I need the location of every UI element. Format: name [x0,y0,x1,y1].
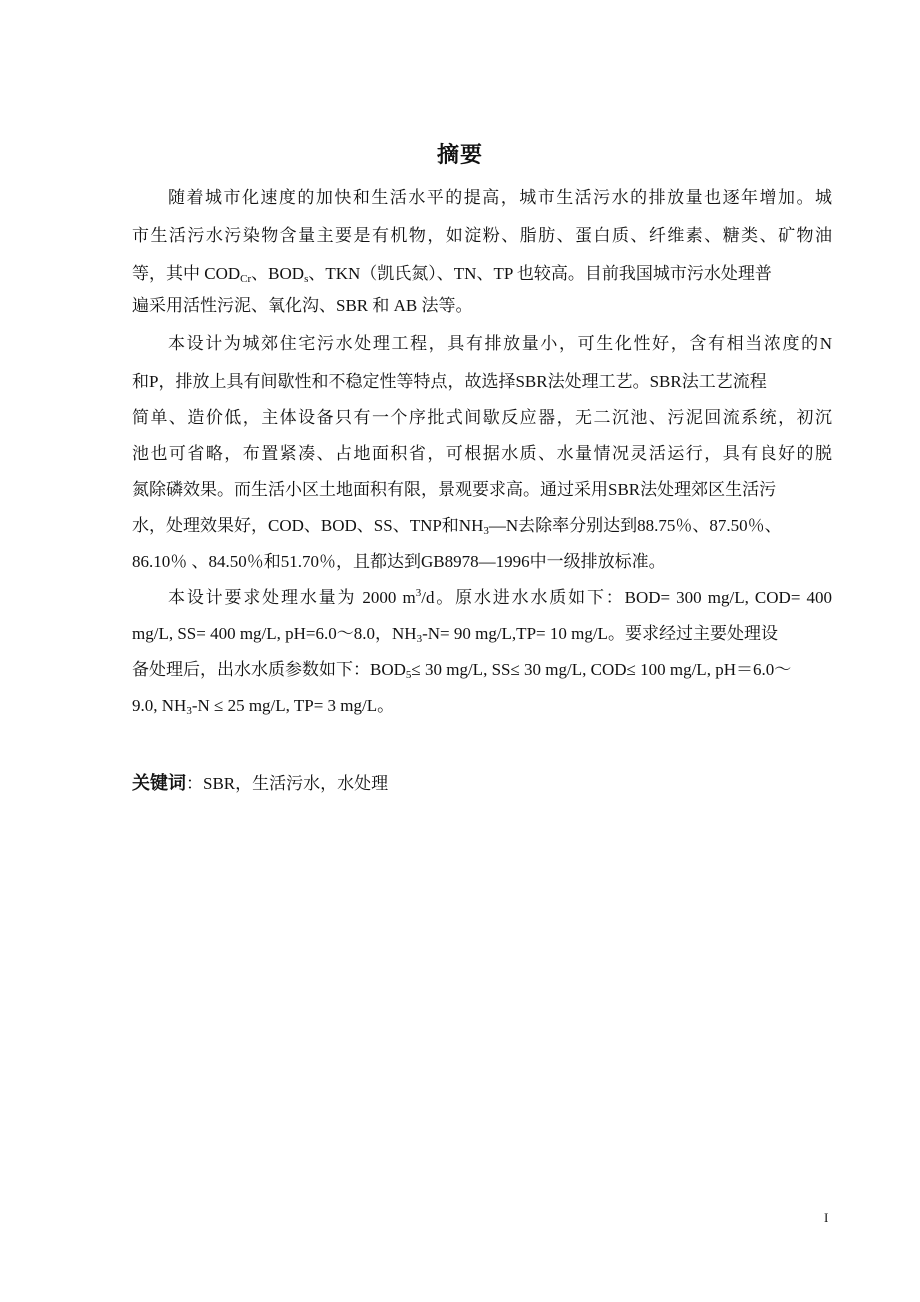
para2-line6: 水，处理效果好，COD、BOD、SS、TNP和$NH_3—N$去除率分别达到88.75％、87.50％、 [132,516,782,537]
para2-line3: 简单、造价低，主体设备只有一个序批式间歇反应器，无二沉池、污泥回流系统，初沉 [132,408,832,427]
para2-line1: 本设计为城郊住宅污水处理工程，具有排放量小，可生化性好，含有相当浓度的N [168,334,832,353]
para1-line4: 遍采用活性污泥、氧化沟、SBR 和 AB 法等。 [132,296,473,315]
keywords-label: 关键词 [132,773,186,794]
para3-line2: mg/L, SS= 400 mg/L, pH=6.0～8.0，$NH_3-N= 90$ mg/L,TP= 10 mg/L。要求经过主要处理设 [132,624,778,645]
para3-line1: 本设计要求处理水量为 2000 $m^3/d$。原水进水水质如下：BOD= 300 mg/L, COD= 400 [168,587,832,607]
para2-line5: 氮除磷效果。而生活小区土地面积有限，景观要求高。通过采用SBR法处理郊区生活污 [132,480,777,499]
keywords-value: ：SBR，生活污水，水处理 [186,774,389,793]
para2-line4: 池也可省略，布置紧凑、占地面积省，可根据水质、水量情况灵活运行，具有良好的脱 [132,444,832,463]
para3-line4: 9.0, $NH_3-N \le 25$ mg/L, TP= 3 mg/L。 [132,696,395,717]
para1-line2: 市生活污水污染物含量主要是有机物，如淀粉、脂肪、蛋白质、纤维素、糖类、矿物油 [132,226,832,245]
keywords [132,772,832,796]
para1-line3: 等，其中 $COD_{Cr}$、$BOD_s$、TKN（凯氏氮）、TN、TP 也较高。目前我国城市污水处理普 [132,264,772,285]
page-title: 摘要 [436,143,483,168]
page-number: I [824,1210,829,1225]
para2-line2: 和P，排放上具有间歇性和不稳定性等特点，故选择SBR法处理工艺。SBR法工艺流程 [132,372,767,391]
para1-line1: 随着城市化速度的加快和生活水平的提高，城市生活污水的排放量也逐年增加。城 [168,188,832,207]
para2-line7: 86.10％ 、84.50％和51.70％，且都达到GB8978—1996中一级排放标准。 [132,552,666,571]
para3-line3: 备处理后，出水水质参数如下：$BOD_5\le 30$ mg/L, SS≤ 30 mg/L, COD≤ 100 mg/L, pH＝6.0～ [132,660,792,681]
